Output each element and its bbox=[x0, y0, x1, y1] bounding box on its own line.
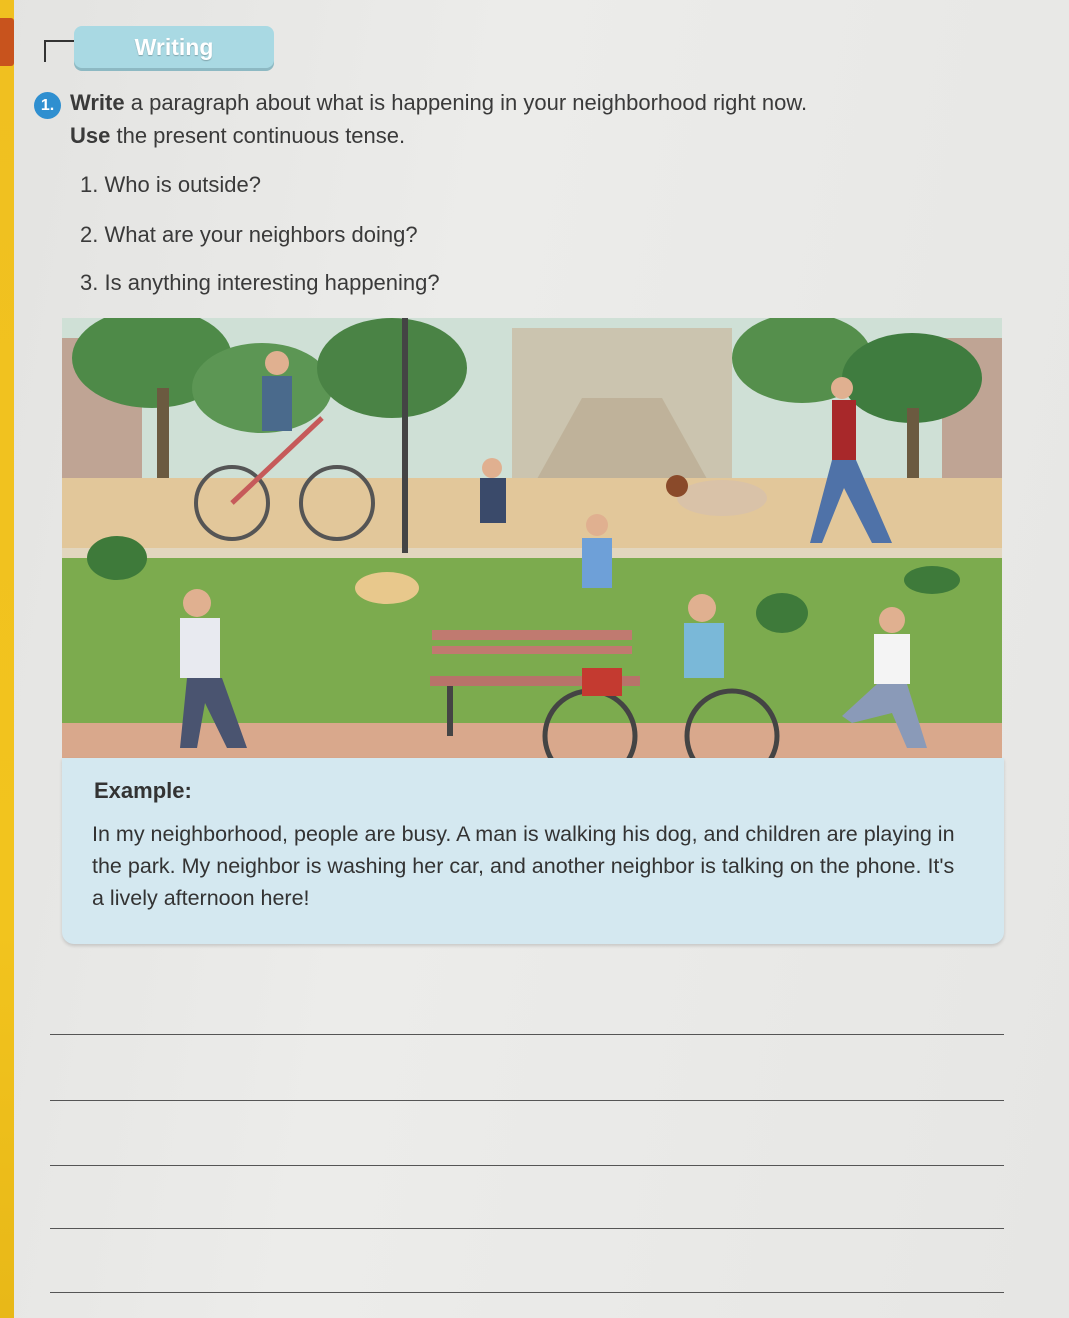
park-scene-svg bbox=[62, 318, 1002, 758]
child-body bbox=[480, 478, 506, 523]
answer-line[interactable] bbox=[50, 1100, 1004, 1101]
question-text: What are your neighbors doing? bbox=[104, 222, 418, 247]
question-item bbox=[80, 222, 418, 248]
question-item bbox=[80, 172, 261, 198]
walker-head bbox=[831, 377, 853, 399]
instruction-verb: Write bbox=[70, 90, 125, 115]
question-item bbox=[80, 270, 440, 296]
example-label: Example: bbox=[94, 778, 192, 803]
lamp-post bbox=[402, 318, 408, 553]
exercise-number-label: 1. bbox=[40, 96, 55, 114]
child-body bbox=[684, 623, 724, 678]
park-illustration bbox=[62, 318, 1002, 758]
section-title-badge bbox=[74, 26, 274, 68]
question-text: Is anything interesting happening? bbox=[104, 270, 440, 295]
child-head bbox=[688, 594, 716, 622]
answer-line[interactable] bbox=[50, 1292, 1004, 1293]
tree-canopy bbox=[317, 318, 467, 418]
child-body bbox=[874, 634, 910, 684]
child-body bbox=[582, 538, 612, 588]
child-head bbox=[879, 607, 905, 633]
question-number: 1. bbox=[80, 172, 99, 197]
bush bbox=[904, 566, 960, 594]
child-body bbox=[180, 618, 220, 678]
answer-line[interactable] bbox=[50, 1228, 1004, 1229]
answer-line[interactable] bbox=[50, 1165, 1004, 1166]
dog-head bbox=[666, 475, 688, 497]
cyclist-head bbox=[265, 351, 289, 375]
answer-line[interactable] bbox=[50, 1034, 1004, 1035]
question-number: 3. bbox=[80, 270, 99, 295]
bench-leg bbox=[447, 686, 453, 736]
bench-back bbox=[432, 630, 632, 640]
child-head bbox=[183, 589, 211, 617]
question-text: Who is outside? bbox=[104, 172, 262, 197]
child-head bbox=[586, 514, 608, 536]
page-edge-tab bbox=[0, 18, 14, 66]
cyclist-body bbox=[262, 376, 292, 431]
bush bbox=[87, 536, 147, 580]
front-path bbox=[62, 723, 1002, 758]
walker-shirt bbox=[832, 400, 856, 460]
exercise-instruction bbox=[70, 86, 1000, 152]
instruction-text-2: the present continuous tense. bbox=[116, 123, 406, 148]
bicycle-basket bbox=[582, 668, 622, 696]
bush bbox=[756, 593, 808, 633]
bench-back bbox=[432, 646, 632, 654]
instruction-text: a paragraph about what is happening in your neighborhood right now. bbox=[130, 90, 808, 115]
page-edge-strip bbox=[0, 0, 14, 1318]
instruction-verb-2: Use bbox=[70, 123, 111, 148]
example-paragraph: In my neighborhood, people are busy. A man is walking his dog, and children are playing in the park. My neighbor is washing her car, and another neighbor is talking on the phone. It's a lively afternoon here! bbox=[92, 822, 955, 910]
section-title: Writing bbox=[134, 33, 214, 60]
child-head bbox=[482, 458, 502, 478]
exercise-number bbox=[34, 92, 61, 119]
dog bbox=[677, 480, 767, 516]
example-box bbox=[62, 758, 1004, 944]
small-dog bbox=[355, 572, 419, 604]
question-number: 2. bbox=[80, 222, 99, 247]
